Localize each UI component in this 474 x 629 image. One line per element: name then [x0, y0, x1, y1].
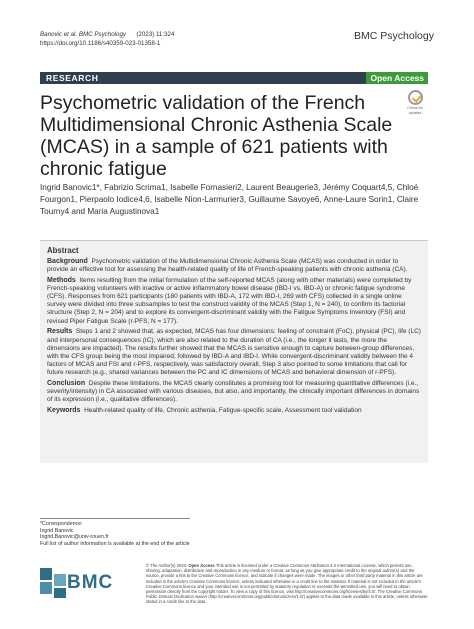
bmc-logo — [40, 568, 126, 598]
footnote-divider — [40, 518, 190, 519]
bmc-logo-text: BMC — [67, 572, 114, 593]
citation-journal: BMC Psychology — [78, 31, 127, 38]
citation-authors: Banovic et al. — [40, 31, 78, 38]
methods-label: Methods — [47, 276, 76, 284]
journal-name: BMC Psychology — [354, 30, 434, 42]
license-statement — [146, 563, 428, 605]
abstract-box — [40, 240, 428, 463]
abstract-background — [47, 258, 421, 274]
correspondence-notes — [40, 521, 190, 547]
methods-text: Items resulting from the initial formulation of the self-reported MCAS (along with other materials) were completed by French-speaking volunteers with inactive or active inflammatory bowel disease (IBD-I vs. IBD-A) or chronic fatigue syndrome (CFS). Responses from 621 participants (180 patients with IBD-A, 172 with IBD-I, 269 with CFS) collected in a single online survey were divided into three subsamples to test the construct validity of the MCAS (Step 1, N = 240), to confirm its factorial structure (Step 2, N = 204) and to explore its convergent-discriminant validity with the Fatigue Symptoms Inventory (FSI) and revised Piper Fatigue Scale (r-PFS, N = 177). — [47, 276, 412, 325]
check-for-updates-button[interactable] — [403, 90, 427, 118]
license-open-access: Open Access — [188, 563, 215, 568]
check-label-1: Check for — [407, 106, 423, 110]
author-list: Ingrid Banovic1*, Fabrizio Scrima1, Isabelle Fornasieri2, Laurent Beaugerie3, Jérémy Coquart4,5, Chloé Fourgon1, Pierpaolo Iodice4,6, Isabelle Nion-Larmurier3, Guillaume Savoye6, Anne-Laure Sorin1, Claire Tourny4 and Maria Augustinova1 — [40, 183, 419, 216]
article-type-band — [40, 72, 428, 84]
license-body: This article is licensed under a Creative Commons Attribution 4.0 International License, which permits use, sharing, adaptation, distribution and reproduction in any medium or format, as long as you give appropriate credit to the original author(s) and the source, provide a link to the Creative Commons licence, and indicate if changes were made. The images or other third party material in this article are included in the article's Creative Commons licence, unless indicated otherwise in a credit line to the material. If material is not included in the article's Creative Commons licence and your intended use is not permitted by statutory regulation or exceeds the permitted use, you will need to obtain permission directly from the copyright holder. To view a copy of this licence, visit http://creativecommons.org/licenses/by/4.0/. The Creative Commons Public Domain Dedication waiver (http://creativecommons.org/publicdomain/zero/1.0/) applies to the data made available in this article, unless otherwise stated in a credit line to the data. — [146, 563, 428, 605]
bmc-logo-mark-icon — [40, 568, 66, 598]
correspondence-email[interactable]: Ingrid.Banovic@univ-rouen.fr — [40, 534, 109, 541]
results-text: Steps 1 and 2 showed that, as expected, MCAS has four dimensions: feeling of constraint (FoC), physical (PC), life (LC) and interpersonal consequences (IC), which are also related to the duration of CA (i.e., the longer it lasts, the more the dimensions are impacted). The results further showed that the MCAS is sensitive enough to capture between-group differences, with the CFS group being the most impaired, followed by IBD-A and IBD-I. While convergent-discriminant validity between the 4 factors of MCAS and FSI and r-PFS, respectively, was satisfactory overall, Step 3 also pointed to some limitations that call for future research (e.g., shared variances between the PC and IC dimensions of MCAS and behavioral dimension of r-PFS). — [47, 328, 421, 377]
keywords-text: Health-related quality of life, Chronic asthenia, Fatigue-specific scale, Assessment tool validation — [84, 407, 362, 415]
citation-header — [40, 31, 174, 48]
doi-link[interactable]: https://doi.org/10.1186/s40359-023-01358-1 — [40, 39, 161, 47]
citation-year-volume: (2023) 11:324 — [136, 31, 175, 38]
check-for-updates-icon — [408, 90, 423, 105]
open-access-badge: Open Access — [366, 72, 428, 84]
license-lead: © The Author(s) 2023. — [146, 563, 188, 568]
affiliations-note: Full list of author information is available at the end of the article — [40, 540, 190, 547]
conclusion-label: Conclusion — [47, 380, 86, 388]
correspondence-label: *Correspondence: — [40, 521, 83, 527]
correspondence-name: Ingrid Banovic — [40, 527, 74, 534]
article-title: Psychometric validation of the French Multidimensional Chronic Asthenia Scale (MCAS) in a sample of 621 patients with chronic fatigue — [40, 92, 393, 180]
background-text: Psychometric validation of the Multidimensional Chronic Asthenia Scale (MCAS) was conducted in order to provide an effective tool for assessing the health-related quality of life of French-speaking patients with chronic asthenia (CA). — [47, 257, 408, 273]
conclusion-text: Despite these limitations, the MCAS clearly constitutes a promising tool for measuring quantitative differences (i.e., severity/intensity) in CA associated with various diseases, but also, and importantly, the clinically important differences in domains of its expression (i.e., qualitative differences). — [47, 380, 420, 404]
abstract-results — [47, 328, 421, 377]
article-type-label: RESEARCH — [46, 73, 99, 83]
abstract-conclusion — [47, 380, 421, 405]
abstract-keywords — [47, 407, 421, 415]
background-label: Background — [47, 257, 88, 265]
results-label: Results — [47, 328, 73, 336]
keywords-label: Keywords — [47, 407, 81, 415]
abstract-methods — [47, 277, 421, 326]
abstract-heading: Abstract — [47, 246, 79, 255]
check-label-2: updates — [408, 111, 422, 115]
